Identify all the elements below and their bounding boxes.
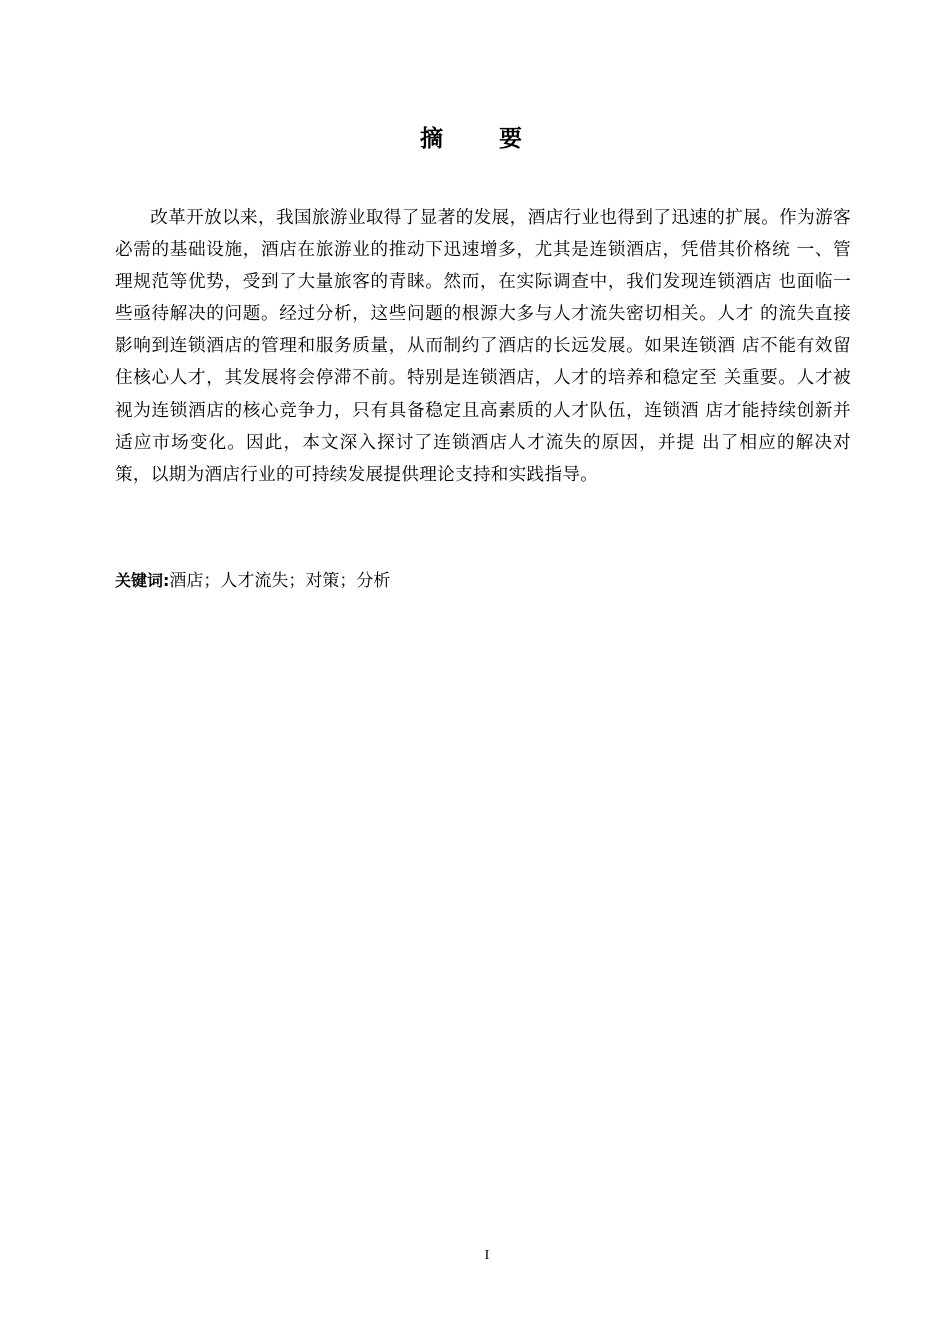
keywords-text: 酒店；人才流失；对策；分析 xyxy=(169,571,391,591)
keywords-label: 关键词: xyxy=(115,571,170,590)
abstract-title: 摘 要 xyxy=(419,125,546,152)
keywords-line xyxy=(115,566,851,596)
abstract-paragraph: 改革开放以来，我国旅游业取得了显著的发展，酒店行业也得到了迅速的扩展。作为游客必需的基础设施，酒店在旅游业的推动下迅速增多，尤其是连锁酒店，凭借其价格统 一、管理规范等优势，受到了大量旅客的青睐。然而，在实际调查中，我们发现连锁酒店 也面临一些亟待解决的问题。经过分析，这些问题的根源大多与人才流失密切相关。人才 的流失直接影响到连锁酒店的管理和服务质量，从而制约了酒店的长远发展。如果连锁酒 店不能有效留住核心人才，其发展将会停滞不前。特别是连锁酒店，人才的培养和稳定至 关重要。人才被视为连锁酒店的核心竞争力，只有具备稳定且高素质的人才队伍，连锁酒 店才能持续创新并适应市场变化。因此，本文深入探讨了连锁酒店人才流失的原因，并提 出了相应的解决对策，以期为酒店行业的可持续发展提供理论支持和实践指导。 xyxy=(115,208,851,485)
page-number: I xyxy=(484,1248,490,1263)
